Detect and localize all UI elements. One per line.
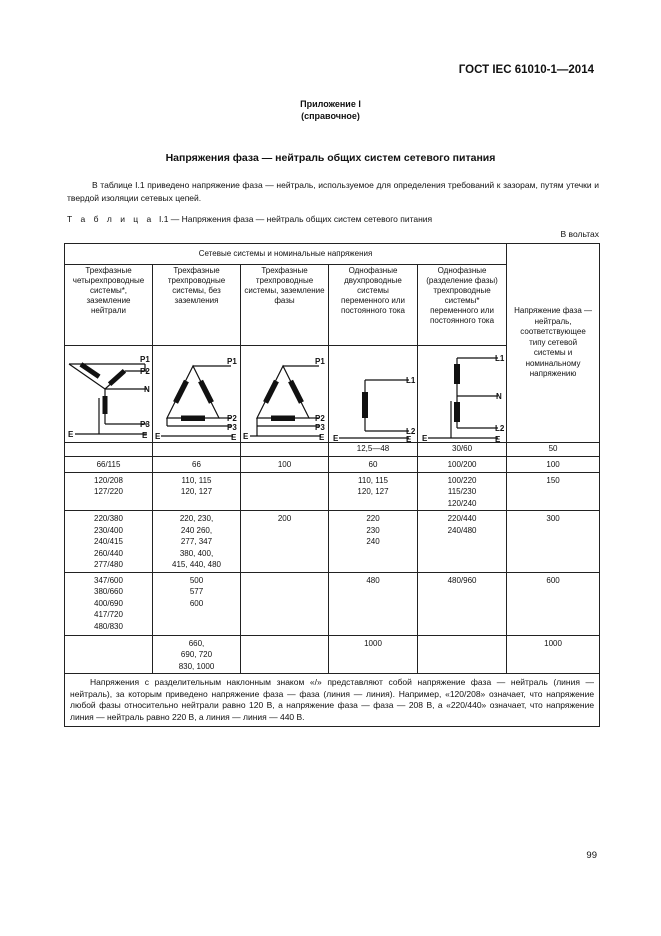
table-row xyxy=(65,457,600,473)
cell-line: 150 xyxy=(546,475,560,485)
cell-line: 240 xyxy=(366,537,380,546)
cell-line: 220, 230, xyxy=(179,514,214,523)
header-system-1: Трехфазные четырехпроводные системы*, заземление нейтрали xyxy=(65,265,153,346)
intro-paragraph xyxy=(67,179,599,205)
label-p1: P1 xyxy=(315,357,325,366)
table-cell xyxy=(329,472,418,511)
label-e-right: E xyxy=(319,433,325,442)
label-l2: L2 xyxy=(495,424,505,433)
cell-line: 220 xyxy=(366,514,380,523)
subhead-cell: 12,5—48 xyxy=(329,443,418,457)
table-row xyxy=(65,472,600,511)
table-row xyxy=(65,635,600,674)
header-phase-neutral: Напряжение фаза — нейтраль, соответствующее типу сетевой системы и номинальному напряжению xyxy=(507,244,600,443)
table-cell xyxy=(418,472,507,511)
label-n: N xyxy=(496,392,502,401)
subhead-cell: 50 xyxy=(507,443,600,457)
cell-line: 66/115 xyxy=(96,460,121,469)
cell-line: 480/960 xyxy=(447,575,477,585)
label-p1: P1 xyxy=(227,357,237,366)
cell-line: 110, 115 xyxy=(358,475,388,485)
subhead-cell: 30/60 xyxy=(418,443,507,457)
table-cell xyxy=(507,572,600,635)
cell-line: 230 xyxy=(366,525,380,535)
cell-line: 100/200 xyxy=(447,460,477,469)
appendix-title: Приложение I xyxy=(300,99,361,109)
cell-line: 600 xyxy=(546,575,560,585)
table-cell xyxy=(507,472,600,511)
star-diagram xyxy=(65,346,153,442)
cell-line: 1000 xyxy=(544,638,562,648)
table-cell xyxy=(65,572,153,635)
cell-line: 347/600 xyxy=(94,575,123,585)
cell-line: 100/220 xyxy=(447,475,477,485)
table-cell xyxy=(241,511,329,573)
table-cell xyxy=(65,457,153,473)
table-cell xyxy=(329,457,418,473)
table-note xyxy=(65,674,600,727)
group-header: Сетевые системы и номинальные напряжения xyxy=(65,244,507,265)
diagram-split-phase-cell xyxy=(418,346,507,443)
cell-line: 577 xyxy=(189,587,204,596)
label-e-left: E xyxy=(68,430,74,439)
table-cell xyxy=(153,635,241,674)
page-number: 99 xyxy=(586,850,597,861)
cell-line: 220/380 xyxy=(94,514,123,523)
split-phase-diagram xyxy=(418,346,507,442)
cell-line: 1000 xyxy=(364,638,382,648)
table-cell xyxy=(329,635,418,674)
cell-line: 660, xyxy=(188,638,205,648)
cell-line: 120, 127 xyxy=(357,487,389,496)
cell-line: 400/690 xyxy=(94,598,123,608)
label-l1: L1 xyxy=(406,376,416,385)
cell-line: 830, 1000 xyxy=(178,661,215,671)
cell-line: 100 xyxy=(546,460,560,469)
table-cell xyxy=(65,511,153,573)
table-cell xyxy=(153,572,241,635)
cell-line: 240 260, xyxy=(180,525,213,535)
cell-line: 260/440 xyxy=(94,548,123,558)
subhead-cell xyxy=(65,443,153,457)
label-p3: P3 xyxy=(140,420,150,429)
cell-line: 480/830 xyxy=(94,621,123,631)
cell-line: 120/240 xyxy=(447,498,477,508)
cell-line: 127/220 xyxy=(94,487,123,496)
cell-line: 120, 127 xyxy=(180,487,213,496)
table-cell xyxy=(153,472,241,511)
cell-line: 480 xyxy=(366,575,380,585)
diagram-single-phase-cell xyxy=(329,346,418,443)
subhead-cell xyxy=(153,443,241,457)
label-e-right: E xyxy=(495,435,501,442)
cell-line: 277/480 xyxy=(94,560,123,569)
subhead-cell xyxy=(241,443,329,457)
intro-text: В таблице I.1 приведено напряжение фаза — нейтраль, используемое для определения требований к зазорам, путям утечки и твердой изоляции сетевых цепей. xyxy=(67,180,599,203)
diagram-delta-cell xyxy=(153,346,241,443)
table-cell xyxy=(418,511,507,573)
cell-line: 690, 720 xyxy=(180,650,213,659)
label-p2: P2 xyxy=(315,414,325,423)
label-n: N xyxy=(144,385,150,394)
table-cell xyxy=(418,635,507,674)
cell-line: 417/720 xyxy=(94,610,123,619)
header-system-4: Однофазные двухпроводные системы переменного или постоянного тока xyxy=(329,265,418,346)
delta-diagram xyxy=(153,346,241,442)
subhead-row xyxy=(65,443,600,457)
table-cell xyxy=(507,635,600,674)
cell-line: 380, 400, xyxy=(179,548,214,558)
label-p2: P2 xyxy=(140,367,150,376)
header-system-5: Однофазные (разделение фазы) трехпроводные системы* переменного или постоянного тока xyxy=(418,265,507,346)
cell-line: 200 xyxy=(277,514,292,523)
label-p3: P3 xyxy=(315,423,325,432)
table-cell xyxy=(65,635,153,674)
table-note-text: Напряжения с разделительным наклонным знаком «/» представляют собой напряжение фаза — нейтраль (линия — нейтраль), за которым приведено напряжение фаза — фаза (линия — линия). Например, «120/208» означает, что напряжение любой фазы относительно нейтрали равно 120 В, а напряжение фаза — фаза — 208 В, а «220/440» означает, что напряжение линия — нейтраль равно 220 В, а линия — линия — 440 В. xyxy=(70,677,595,722)
cell-line: 380/660 xyxy=(94,587,123,596)
label-l1: L1 xyxy=(495,354,505,363)
cell-line: 277, 347 xyxy=(180,537,213,546)
label-e-right: E xyxy=(231,433,237,442)
table-cell xyxy=(241,635,329,674)
cell-line: 500 xyxy=(189,575,204,585)
label-p1: P1 xyxy=(140,355,150,364)
section-title: Напряжения фаза — нейтраль общих систем сетевого питания xyxy=(165,152,496,164)
single-phase-diagram xyxy=(329,346,418,442)
table-cell xyxy=(241,572,329,635)
cell-line: 230/400 xyxy=(94,525,123,535)
table-caption xyxy=(67,214,432,224)
table-cell xyxy=(329,572,418,635)
table-cell xyxy=(153,511,241,573)
label-p2: P2 xyxy=(227,414,237,423)
diagram-star-cell xyxy=(65,346,153,443)
cell-line: 120/208 xyxy=(94,475,123,485)
standard-header: ГОСТ IEC 61010-1—2014 xyxy=(458,64,594,76)
table-caption-prefix: Т а б л и ц а xyxy=(67,214,155,224)
cell-line: 115/230 xyxy=(447,487,477,496)
label-e-left: E xyxy=(243,432,249,441)
label-e-left: E xyxy=(155,432,161,441)
cell-line: 240/480 xyxy=(447,525,477,535)
label-p3: P3 xyxy=(227,423,237,432)
table-row xyxy=(65,572,600,635)
label-e-right: E xyxy=(406,435,412,442)
label-e-left: E xyxy=(422,434,428,442)
cell-line: 240/415 xyxy=(94,537,123,546)
appendix-note: (справочное) xyxy=(301,111,360,121)
table-cell xyxy=(153,457,241,473)
table-cell xyxy=(329,511,418,573)
table-cell xyxy=(418,457,507,473)
cell-line: 110, 115 xyxy=(181,475,212,485)
table-cell xyxy=(65,472,153,511)
table-cell xyxy=(241,457,329,473)
table-body xyxy=(65,457,600,674)
table-cell xyxy=(418,572,507,635)
table-caption-text: I.1 — Напряжения фаза — нейтраль общих систем сетевого питания xyxy=(159,214,433,224)
cell-line: 220/440 xyxy=(447,514,477,523)
diagram-delta-earthed-cell xyxy=(241,346,329,443)
header-system-3: Трехфазные трехпроводные системы, заземление фазы xyxy=(241,265,329,346)
appendix-heading xyxy=(0,98,661,122)
cell-line: 66 xyxy=(192,460,201,469)
label-e-right: E xyxy=(142,431,148,440)
cell-line: 600 xyxy=(189,598,204,608)
table-cell xyxy=(507,457,600,473)
label-e-left: E xyxy=(333,434,339,442)
cell-line: 300 xyxy=(546,514,560,523)
table-cell xyxy=(241,472,329,511)
cell-line: 415, 440, 480 xyxy=(172,560,221,569)
cell-line: 60 xyxy=(368,460,378,469)
table-cell xyxy=(507,511,600,573)
cell-line: 100 xyxy=(277,460,292,469)
voltage-table xyxy=(64,243,600,727)
table-units: В вольтах xyxy=(560,229,599,239)
table-row xyxy=(65,511,600,573)
label-l2: L2 xyxy=(406,427,416,436)
delta-earthed-diagram xyxy=(241,346,329,442)
header-system-2: Трехфазные трехпроводные системы, без заземления xyxy=(153,265,241,346)
